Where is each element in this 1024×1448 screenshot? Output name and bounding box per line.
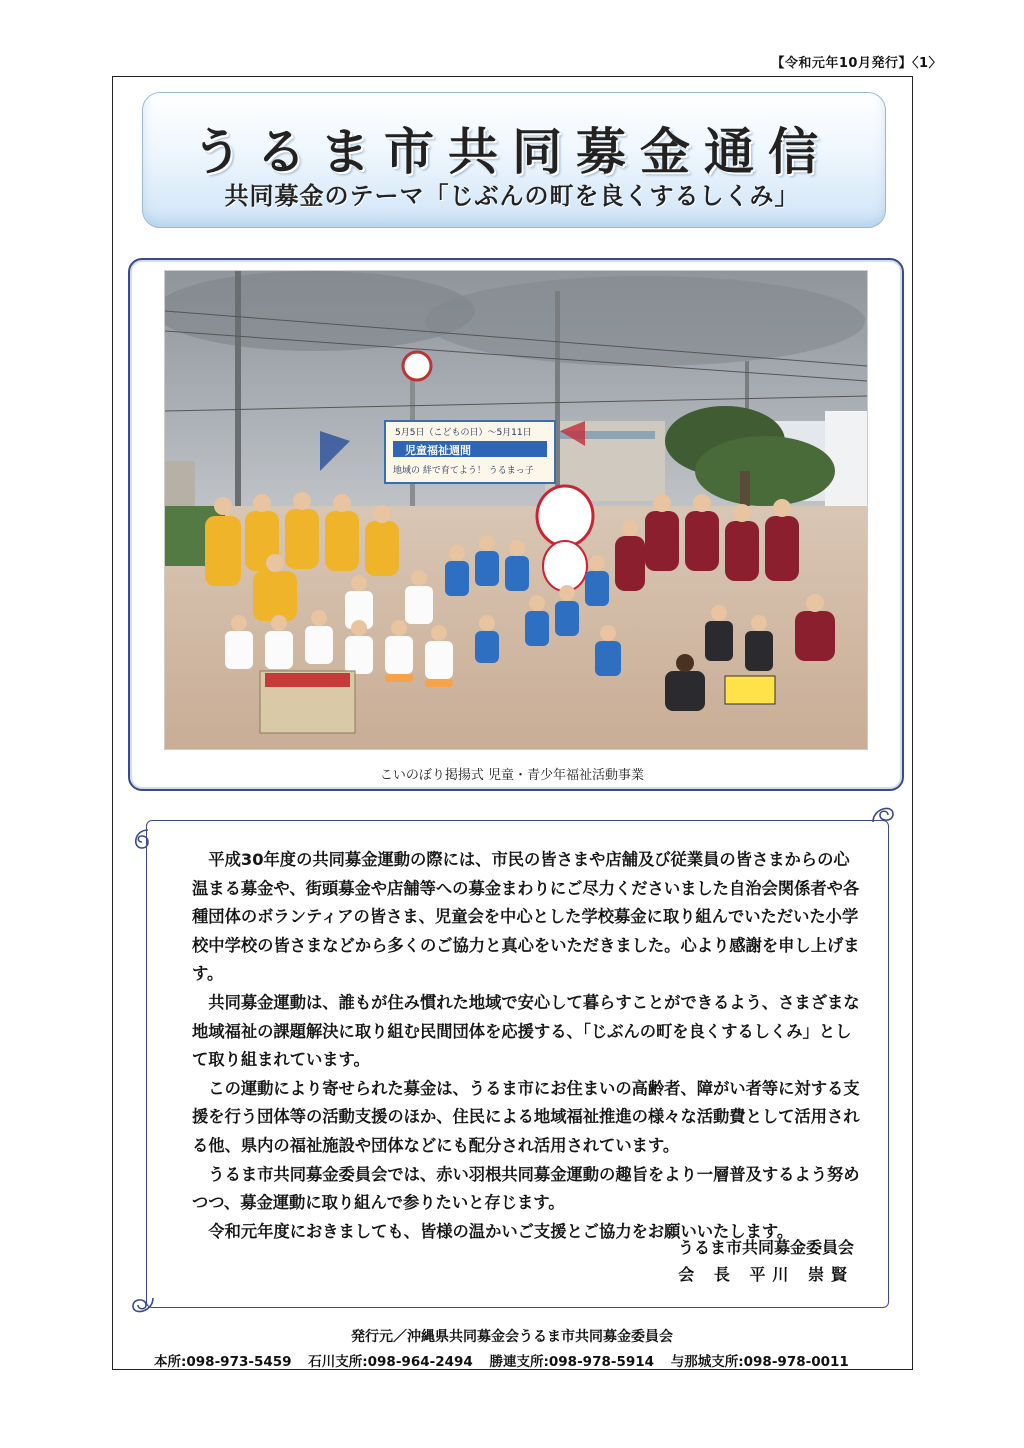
photo-caption: こいのぼり掲揚式 児童・青少年福祉活動事業 [379, 768, 645, 783]
issue-label: 【令和元年10月発行】〈1〉 [771, 56, 942, 71]
contact-ishikawa-branch: 石川支所:098-964-2494 [308, 1354, 473, 1370]
message-body [192, 846, 864, 1246]
event-photo [164, 270, 868, 750]
signature-organization: うるま市共同募金委員会 [677, 1238, 854, 1257]
message-paragraph: 令和元年度におきましても、皆様の温かいご支援とご協力をお願いいたします。 [208, 1221, 794, 1241]
contact-list [154, 1350, 861, 1370]
message-paragraph: この運動により寄せられた募金は、うるま市にお住まいの高齢者、障がい者等に対する支援を行う団体等の活動支援のほか、住民による地域福祉推進の様々な活動費として活用される他、県内の福祉施設や団体などにも配分され活用されています。 [192, 1078, 860, 1155]
banner-title: 児童福祉週間 [405, 444, 471, 457]
contact-yonashiro-branch: 与那城支所:098-978-0011 [670, 1354, 849, 1370]
contact-main-office: 本所:098-973-5459 [154, 1354, 292, 1370]
message-paragraph: 平成30年度の共同募金運動の際には、市民の皆さまや店舗及び従業員の皆さまからの心温まる募金や、街頭募金や店舗等への募金まわりにご尽力くださいました自治会関係者や各種団体のボランティアの皆さま、児童会を中心とした学校募金に取り組んでいただいた小学校中学校の皆さまなどから多くのご協力と真心をいただきました。心より感謝を申し上げます。 [192, 850, 860, 984]
scroll-curl-top-icon [868, 800, 898, 830]
message-paragraph: 共同募金運動は、誰もが住み慣れた地域で安心して暮らすことができるよう、さまざまな地域福祉の課題解決に取り組む民間団体を応援する、「じぶんの町を良くするしくみ」として取り組まれています。 [192, 992, 860, 1070]
page-title: うるま市共同募金通信 [192, 123, 832, 181]
page-subtitle: 共同募金のテーマ「じぶんの町を良くするしくみ」 [224, 182, 800, 210]
message-paragraph: うるま市共同募金委員会では、赤い羽根共同募金運動の趣旨をより一層普及するよう努めつつ、募金運動に取り組んで参りたいと存じます。 [192, 1164, 860, 1213]
banner-slogan: 地域の 絆で育てよう！ うるまっ子 [393, 466, 534, 476]
scroll-curl-bottom-icon [128, 1290, 158, 1320]
banner-date: 5月5日（こどもの日）〜5月11日 [395, 428, 532, 438]
signature-name: 会 長 平川 崇賢 [678, 1265, 854, 1284]
publisher-line: 発行元／沖縄県共同募金会うるま市共同募金委員会 [351, 1329, 673, 1345]
scroll-curl-left-icon [126, 822, 156, 852]
contact-katsuren-branch: 勝連支所:098-978-5914 [489, 1354, 655, 1370]
